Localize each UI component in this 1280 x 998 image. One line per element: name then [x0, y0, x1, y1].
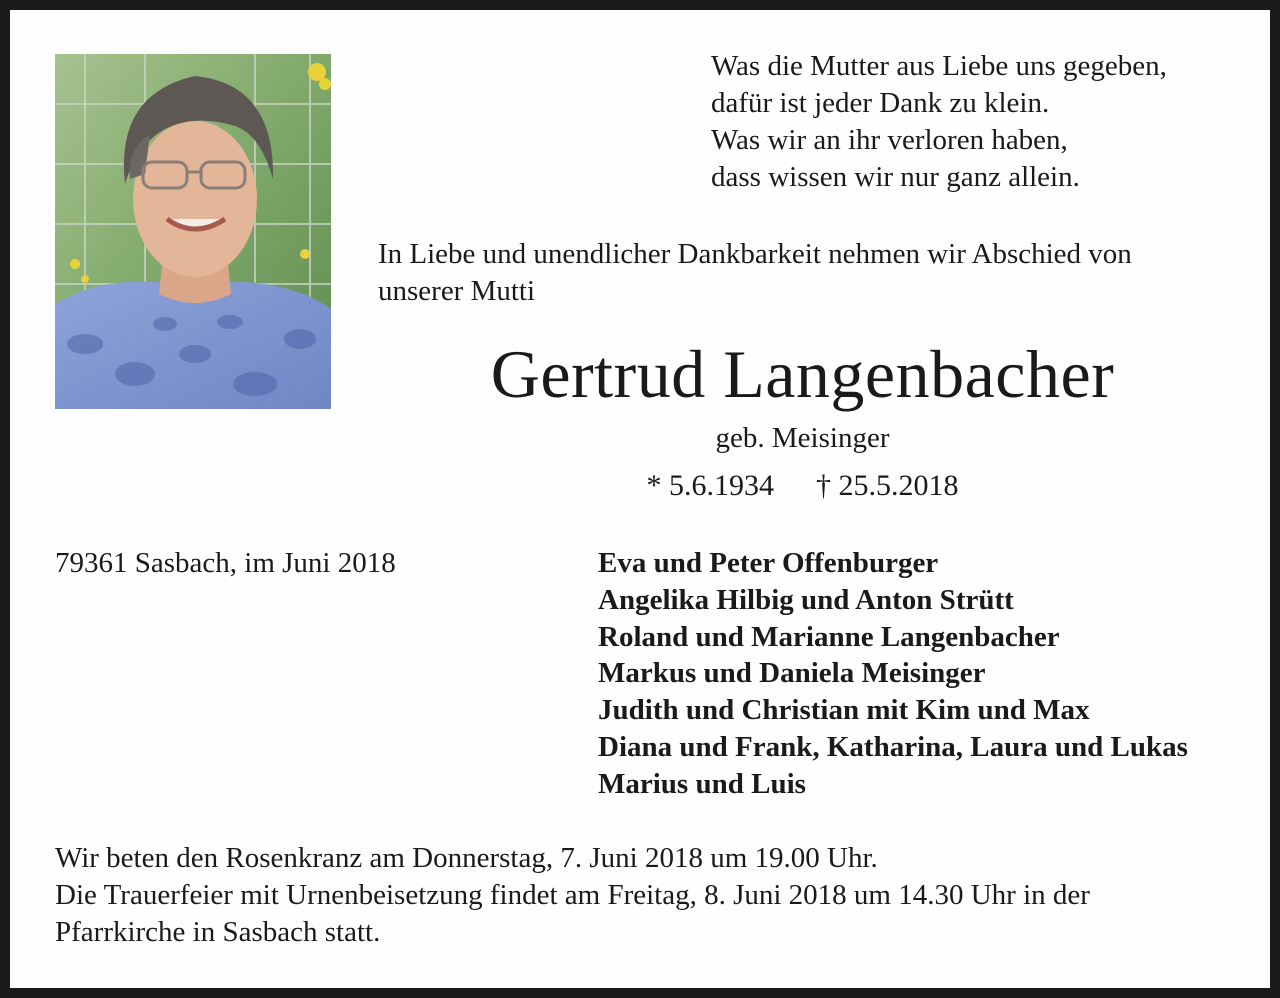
mourner-entry: Roland und Marianne Langenbacher [598, 620, 1060, 653]
place-and-date: 79361 Sasbach, im Juni 2018 [55, 547, 396, 579]
mourner-entry: Angelika Hilbig und Anton Strütt [598, 583, 1014, 616]
obituary-notice [10, 10, 1270, 988]
mourner-entry: Eva und Peter Offenburger [598, 547, 939, 579]
poem-line: Was die Mutter aus Liebe uns gegeben, [711, 50, 1167, 82]
farewell-line: unserer Mutti [378, 275, 536, 307]
death-date: † 25.5.2018 [816, 469, 959, 502]
memorial-poem [711, 48, 1167, 196]
mourner-entry: Diana und Frank, Katharina, Laura und Lukas [598, 730, 1188, 763]
service-line: Die Trauerfeier mit Urnenbeisetzung findet am Freitag, 8. Juni 2018 um 14.30 Uhr in der [55, 879, 1090, 911]
farewell-line: In Liebe und unendlicher Dankbarkeit nehmen wir Abschied von [378, 238, 1132, 270]
farewell-text [378, 236, 1238, 310]
poem-line: dass wissen wir nur ganz allein. [711, 161, 1080, 193]
service-line: Wir beten den Rosenkranz am Donnerstag, 7. Juni 2018 um 19.00 Uhr. [55, 842, 878, 874]
service-line: Pfarrkirche in Sasbach statt. [55, 916, 381, 948]
mourner-entry: Judith und Christian mit Kim und Max [598, 694, 1090, 727]
birth-date: * 5.6.1934 [646, 469, 774, 502]
maiden-name: geb. Meisinger [715, 422, 890, 454]
mourners-list [598, 545, 1188, 803]
mourner-entry: Markus und Daniela Meisinger [598, 657, 986, 690]
portrait-photo [55, 54, 331, 409]
mourner-entry: Marius und Luis [598, 767, 806, 800]
deceased-name: Gertrud Langenbacher [490, 336, 1115, 412]
poem-line: dafür ist jeder Dank zu klein. [711, 87, 1050, 119]
service-details [55, 840, 1245, 951]
poem-line: Was wir an ihr verloren haben, [711, 124, 1068, 156]
life-dates [380, 468, 1225, 504]
